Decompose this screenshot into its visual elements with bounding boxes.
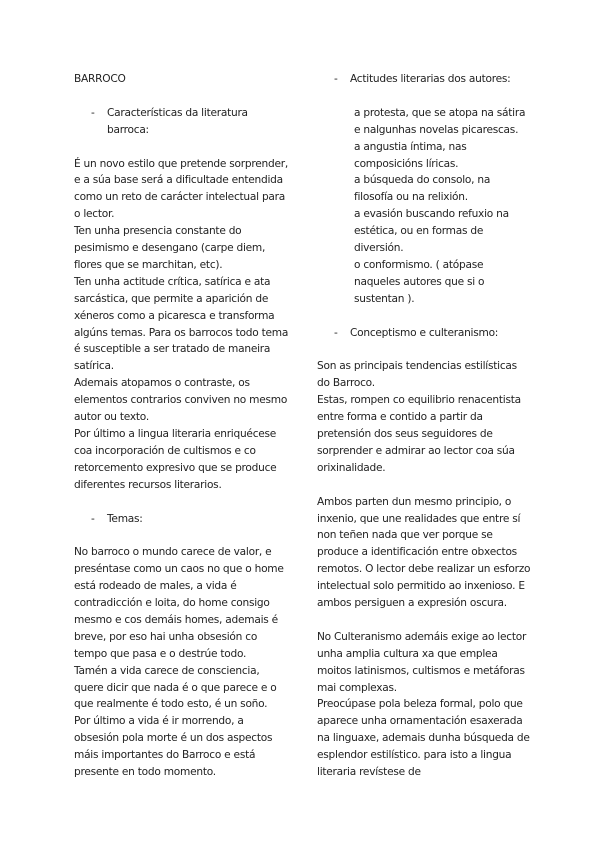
paragraph: Son as principais tendencias estilísticas do Barroco. (317, 360, 517, 390)
paragraph: No barroco o mundo carece de valor, e preséntase como un caos no que o home está rodeado de males, a vida é contradicción e loita, do home consigo mesmo e cos demáis homes, ademais é breve, por eso hai unha obsesión co tempo que pasa e o destrúe todo. (74, 546, 284, 660)
paragraph: É un novo estilo que pretende sorprender, e a súa base será a dificultade entendida como un reto de carácter intelectual para o lector. (74, 157, 288, 221)
paragraph: Ten unha actitude crítica, satírica e ata sarcástica, que permite a aparición de xéneros como a picaresca e transforma algúns temas. Para os barrocos todo tema é susceptible a ser tratado de maneira satírica. (74, 275, 289, 373)
heading-actitudes: - Actitudes literarias dos autores: (317, 71, 531, 88)
left-column (74, 71, 290, 781)
paragraph: Por último a vida é ir morrendo, a obsesión pola morte é un dos aspectos máis importantes do Barroco e está presente en todo momento. (74, 715, 273, 779)
paragraph: No Culteranismo ademáis exige ao lector unha amplia cultura xa que emplea moitos latinismos, cultismos e metáforas mai complexas. (317, 630, 527, 694)
dash-marker: - (91, 106, 95, 119)
paragraph: Tamén a vida carece de consciencia, quere dicir que nada é o que parece e o que realmente é todo esto, é un soño. (74, 664, 277, 711)
dash-marker: - (334, 73, 338, 85)
paragraph: Ademais atopamos o contraste, os elementos contrarios conviven no mesmo autor ou texto. (74, 377, 288, 424)
paragraph: Ambos parten dun mesmo principio, o inxenio, que une realidades que entre sí non teñen nada que ver porque se produce a identificación entre obxectos remotos. O lector debe realizar un esforzo intelectual solo permitido ao inxenioso. E ambos persiguen a expresión oscura. (317, 495, 531, 610)
list-item: o conformismo. ( atópase naqueles autores que si o sustentan ). (354, 258, 485, 305)
paragraph: Estas, rompen co equilibrio renacentista entre forma e contido a partir da pretensión dos seus seguidores de sorprender e admirar ao lector coa súa orixinalidade. (317, 394, 521, 474)
heading-caracteristicas: - Características da literatura barroca: (91, 106, 248, 136)
list-item: a evasión buscando refuxio na estética, ou en formas de diversión. (354, 208, 509, 255)
dash-marker: - (91, 512, 95, 525)
document-title: BARROCO (74, 73, 126, 85)
heading-conceptismo: - Conceptismo e culteranismo: (317, 325, 531, 342)
paragraph: Preocúpase pola beleza formal, polo que aparece unha ornamentación esaxerada na linguaxe, ademais dunha búsqueda de esplendor estilístico. para isto a lingua literaria revístese de (317, 698, 530, 779)
heading-temas: - Temas: (74, 511, 290, 528)
right-column (317, 71, 531, 781)
list-item: a angustia íntima, nas composicións líricas. (354, 140, 467, 170)
paragraph: Ten unha presencia constante do pesimismo e desengano (carpe diem, flores que se marchitan, etc). (74, 225, 266, 271)
dash-marker: - (334, 326, 338, 339)
paragraph: Por último a lingua literaria enriquécese coa incorporación de cultismos e co retorcemento expresivo que se produce diferentes recursos literarios. (74, 428, 277, 491)
list-item: a protesta, que se atopa na sátira e nalgunhas novelas picarescas. (354, 106, 526, 136)
attitudes-list (317, 105, 531, 308)
list-item: a búsqueda do consolo, na filosofía ou na relixión. (354, 174, 491, 204)
